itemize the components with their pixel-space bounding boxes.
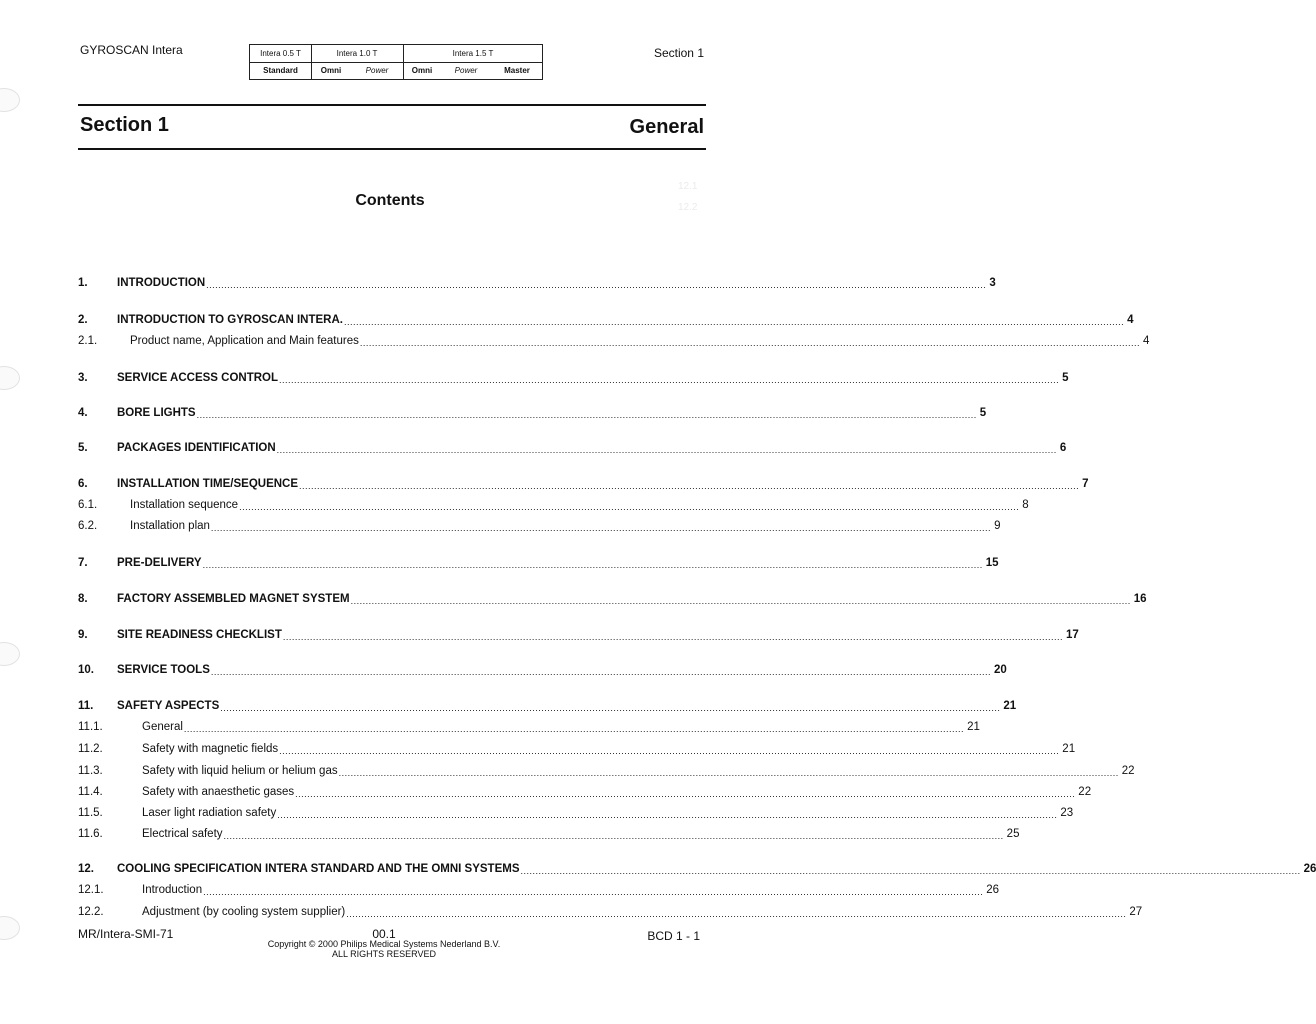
toc-entry-title: INTRODUCTION TO GYROSCAN INTERA.	[117, 314, 343, 326]
toc-dot-leader: ....................................................................................................................................................................................................................................................................	[277, 810, 1058, 820]
toc-entry-number: 11.6.	[78, 828, 103, 840]
toc-entry-number: 9.	[78, 629, 88, 641]
toc-entry-number: 7.	[78, 557, 88, 569]
document-id: MR/Intera-SMI-71	[78, 927, 174, 941]
toc-entry-page: 20	[994, 664, 1007, 676]
page-reference: BCD 1 - 1	[647, 929, 700, 943]
contents-heading: Contents	[355, 192, 425, 209]
toc-entry	[78, 332, 1150, 350]
toc-entry-title: Safety with magnetic fields	[142, 743, 279, 755]
toc-entry	[78, 825, 1020, 843]
toc-entry-title: Installation plan	[130, 520, 210, 532]
toc-entry-title: FACTORY ASSEMBLED MAGNET SYSTEM	[117, 593, 350, 605]
toc-entry-title: Safety with anaesthetic gases	[142, 786, 295, 798]
toc-entry-title: INTRODUCTION	[117, 277, 206, 289]
toc-entry-number: 6.1.	[78, 499, 98, 511]
toc-entry-number: 6.	[78, 478, 88, 490]
toc-entry-page: 15	[985, 557, 999, 569]
variant-omni: Omni	[411, 66, 433, 75]
toc-dot-leader: ....................................................................................................................................................................................................................................................................	[203, 887, 984, 897]
toc-entry	[78, 626, 1079, 644]
toc-dot-leader: ....................................................................................................................................................................................................................................................................	[279, 375, 1060, 385]
toc-entry-number: 12.	[78, 863, 94, 875]
toc-entry-title: Product name, Application and Main features	[130, 335, 359, 347]
toc-dot-leader: ....................................................................................................................................................................................................................................................................	[295, 789, 1076, 799]
toc-entry-title: Installation sequence	[130, 499, 239, 511]
toc-entry-title: General	[142, 721, 183, 733]
toc-entry-title: PRE-DELIVERY	[117, 557, 202, 569]
punch-hole	[0, 916, 20, 940]
toc-entry-page: 7	[1082, 478, 1089, 490]
toc-entry-page: 5	[979, 407, 987, 419]
toc-entry	[78, 697, 1017, 715]
section-title: Section 1	[80, 114, 169, 136]
toc-entry-title: SERVICE TOOLS	[117, 664, 210, 676]
toc-dot-leader: ....................................................................................................................................................................................................................................................................	[220, 703, 1001, 713]
toc-entry-number: 8.	[78, 593, 88, 605]
toc-entry-page: 4	[1127, 314, 1134, 326]
toc-entry-page: 3	[989, 277, 996, 289]
title-bottom-rule	[78, 148, 706, 150]
toc-entry	[78, 661, 1007, 679]
toc-dot-leader: ....................................................................................................................................................................................................................................................................	[359, 338, 1141, 348]
toc-entry	[78, 783, 1092, 801]
toc-entry-number: 2.	[78, 314, 88, 326]
variant-omni: Omni	[320, 66, 342, 75]
toc-entry	[78, 311, 1134, 329]
toc-entry-title: Introduction	[142, 884, 203, 896]
toc-entry	[78, 903, 1143, 921]
toc-entry	[78, 804, 1074, 822]
toc-dot-leader: ....................................................................................................................................................................................................................................................................	[520, 866, 1301, 876]
toc-entry-page: 26	[1303, 863, 1316, 875]
toc-entry	[78, 860, 1316, 878]
toc-entry-number: 11.1.	[78, 721, 103, 733]
toc-entry-page: 22	[1121, 765, 1135, 777]
toc-entry	[78, 740, 1076, 758]
toc-entry	[78, 475, 1089, 493]
toc-entry-number: 12.1.	[78, 884, 104, 896]
toc-entry-number: 11.3.	[78, 765, 103, 777]
toc-entry-title: SAFETY ASPECTS	[117, 700, 220, 712]
toc-entry-page: 5	[1062, 372, 1069, 384]
toc-entry-title: INSTALLATION TIME/SEQUENCE	[117, 478, 299, 490]
toc-entry-page: 25	[1006, 828, 1020, 840]
toc-dot-leader: ....................................................................................................................................................................................................................................................................	[183, 724, 965, 734]
toc-entry	[78, 718, 980, 736]
variant-intera-0-5t: Intera 0.5 T	[260, 49, 301, 58]
toc-dot-leader: ....................................................................................................................................................................................................................................................................	[338, 768, 1119, 778]
document-version: 00.1	[372, 927, 396, 941]
toc-dot-leader: ....................................................................................................................................................................................................................................................................	[206, 280, 987, 290]
toc-entry-number: 11.4.	[78, 786, 103, 798]
toc-dot-leader: ....................................................................................................................................................................................................................................................................	[350, 596, 1131, 606]
toc-entry-number: 4.	[78, 407, 88, 419]
toc-dot-leader: ....................................................................................................................................................................................................................................................................	[210, 523, 992, 533]
toc-dot-leader: ....................................................................................................................................................................................................................................................................	[343, 317, 1125, 327]
toc-entry-number: 11.2.	[78, 743, 103, 755]
bleed-through-text: 12.1	[678, 181, 698, 192]
copyright-notice	[184, 939, 584, 959]
toc-entry-page: 16	[1133, 593, 1147, 605]
system-variant-table	[249, 44, 543, 80]
toc-entry	[78, 369, 1069, 387]
toc-entry-page: 4	[1143, 335, 1150, 347]
toc-entry	[78, 762, 1135, 780]
toc-entry	[78, 274, 996, 292]
toc-entry-number: 2.1.	[78, 335, 98, 347]
toc-entry	[78, 517, 1001, 535]
toc-entry-page: 27	[1129, 906, 1143, 918]
toc-dot-leader: ....................................................................................................................................................................................................................................................................	[202, 560, 983, 570]
toc-dot-leader: ....................................................................................................................................................................................................................................................................	[239, 502, 1020, 512]
toc-entry-page: 21	[1062, 743, 1076, 755]
punch-hole	[0, 88, 20, 112]
toc-entry	[78, 439, 1067, 457]
toc-entry-page: 8	[1022, 499, 1029, 511]
toc-entry-page: 17	[1066, 629, 1079, 641]
section-name: General	[629, 116, 704, 138]
toc-dot-leader: ....................................................................................................................................................................................................................................................................	[210, 667, 992, 677]
variant-power: Power	[454, 66, 478, 75]
toc-entry-number: 10.	[78, 664, 94, 676]
toc-dot-leader: ....................................................................................................................................................................................................................................................................	[276, 445, 1057, 455]
toc-dot-leader: ....................................................................................................................................................................................................................................................................	[299, 481, 1080, 491]
toc-entry	[78, 404, 987, 422]
variant-power: Power	[365, 66, 389, 75]
toc-entry-number: 1.	[78, 277, 88, 289]
variant-intera-1-5t: Intera 1.5 T	[452, 49, 494, 58]
toc-dot-leader: ....................................................................................................................................................................................................................................................................	[279, 746, 1060, 756]
variant-standard: Standard	[263, 66, 298, 75]
toc-entry-number: 3.	[78, 372, 88, 384]
variant-intera-1-0t: Intera 1.0 T	[336, 49, 378, 58]
toc-entry-page: 22	[1078, 786, 1092, 798]
toc-entry-title: Safety with liquid helium or helium gas	[142, 765, 338, 777]
header-section-label: Section 1	[653, 46, 704, 60]
toc-entry	[78, 554, 999, 572]
toc-entry-page: 26	[986, 884, 1000, 896]
bleed-through-text: 12.2	[678, 202, 698, 213]
toc-entry-page: 6	[1059, 442, 1067, 454]
toc-entry-title: BORE LIGHTS	[117, 407, 196, 419]
toc-entry-title: Electrical safety	[142, 828, 223, 840]
toc-entry-title: Adjustment (by cooling system supplier)	[142, 906, 346, 918]
toc-entry-number: 11.	[78, 700, 94, 712]
punch-hole	[0, 366, 20, 390]
toc-entry-page: 21	[967, 721, 980, 733]
toc-entry-number: 6.2.	[78, 520, 98, 532]
toc-entry-number: 5.	[78, 442, 88, 454]
toc-dot-leader: ....................................................................................................................................................................................................................................................................	[282, 632, 1063, 642]
toc-dot-leader: ....................................................................................................................................................................................................................................................................	[223, 831, 1004, 841]
toc-dot-leader: ....................................................................................................................................................................................................................................................................	[196, 410, 977, 420]
toc-entry-page: 23	[1060, 807, 1074, 819]
toc-entry	[78, 590, 1147, 608]
toc-entry-page: 21	[1003, 700, 1017, 712]
toc-entry-title: SITE READINESS CHECKLIST	[117, 629, 282, 641]
variant-master: Master	[504, 66, 530, 75]
toc-entry	[78, 881, 1000, 899]
copyright-line: Copyright © 2000 Philips Medical Systems Nederland B.V.	[267, 939, 501, 949]
toc-entry-title: PACKAGES IDENTIFICATION	[117, 442, 276, 454]
rights-line: ALL RIGHTS RESERVED	[331, 949, 437, 959]
toc-entry-title: COOLING SPECIFICATION INTERA STANDARD AND THE OMNI SYSTEMS	[117, 863, 520, 875]
toc-entry-number: 11.5.	[78, 807, 103, 819]
punch-hole	[0, 642, 20, 666]
toc-entry-number: 12.2.	[78, 906, 104, 918]
product-name: GYROSCAN Intera	[80, 43, 183, 57]
toc-entry	[78, 496, 1029, 514]
title-top-rule	[78, 104, 706, 106]
toc-entry-title: Laser light radiation safety	[142, 807, 277, 819]
toc-entry-page: 9	[994, 520, 1001, 532]
toc-entry-title: SERVICE ACCESS CONTROL	[117, 372, 279, 384]
toc-dot-leader: ....................................................................................................................................................................................................................................................................	[346, 909, 1127, 919]
